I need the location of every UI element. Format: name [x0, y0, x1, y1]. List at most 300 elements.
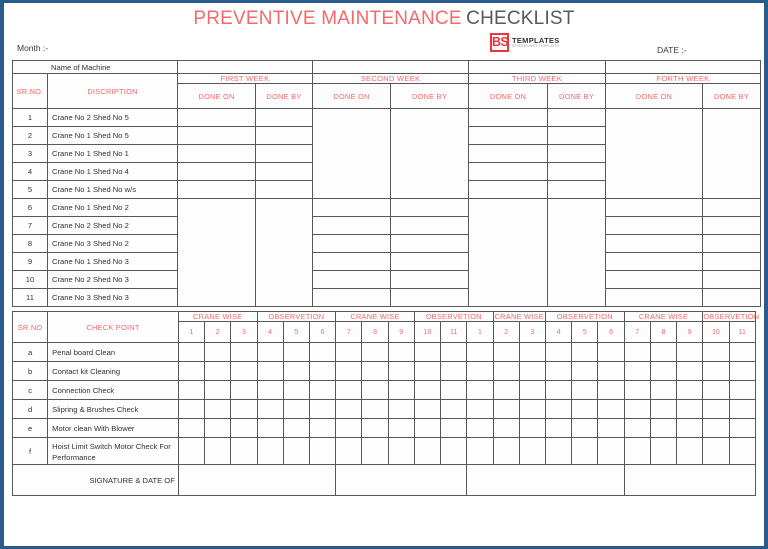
machine-cell-week2-done-on[interactable]	[313, 163, 391, 181]
machine-cell-week4-done-by[interactable]	[703, 199, 761, 217]
checkpoint-cell-7[interactable]	[336, 419, 362, 438]
checkpoint-cell-11[interactable]	[441, 343, 467, 362]
checkpoint-cell-21[interactable]	[703, 362, 729, 381]
checkpoint-cell-21[interactable]	[703, 419, 729, 438]
checkpoint-cell-19[interactable]	[650, 343, 676, 362]
checkpoint-cell-1[interactable]	[178, 419, 204, 438]
machine-row	[13, 289, 761, 307]
machine-cell-week2-done-by[interactable]	[391, 217, 469, 235]
checkpoint-cell-10[interactable]	[414, 438, 440, 465]
machine-cell-week3-done-by[interactable]	[548, 289, 606, 307]
checkpoint-cell-19[interactable]	[650, 362, 676, 381]
checkpoint-row-description: Slipring & Brushes Check	[48, 400, 179, 419]
checkpoint-number-header-17: 6	[598, 322, 624, 343]
checkpoint-cell-6[interactable]	[309, 343, 335, 362]
machine-cell-week2-done-by[interactable]	[391, 181, 469, 199]
signature-blank-2[interactable]	[336, 465, 467, 496]
checkpoint-cell-17[interactable]	[598, 343, 624, 362]
checkpoint-cell-22[interactable]	[729, 343, 755, 362]
machine-cell-week1-done-on[interactable]	[178, 127, 256, 145]
checkpoint-row-srno: d	[13, 400, 48, 419]
checkpoint-cell-11[interactable]	[441, 400, 467, 419]
checkpoint-cell-16[interactable]	[572, 362, 598, 381]
title-main-text: PREVENTIVE MAINTENANCE	[193, 8, 462, 29]
checkpoint-cell-9[interactable]	[388, 400, 414, 419]
checkpoint-cell-17[interactable]	[598, 419, 624, 438]
name-of-machine-blank-3[interactable]	[469, 61, 606, 74]
checkpoint-cell-22[interactable]	[729, 419, 755, 438]
machine-cell-week4-done-on[interactable]	[606, 235, 703, 253]
checkpoint-cell-2[interactable]	[205, 419, 231, 438]
week-header-2: SECOND WEEK	[313, 74, 469, 84]
machine-cell-week2-done-by[interactable]	[391, 199, 469, 217]
checkpoint-cell-1[interactable]	[178, 400, 204, 419]
machine-cell-week4-done-by[interactable]	[703, 127, 761, 145]
checkpoint-row	[13, 438, 756, 465]
checkpoint-cell-9[interactable]	[388, 419, 414, 438]
checkpoint-cell-10[interactable]	[414, 343, 440, 362]
checkpoint-cell-20[interactable]	[677, 419, 703, 438]
checkpoint-cell-9[interactable]	[388, 362, 414, 381]
checkpoint-number-header-19: 8	[650, 322, 676, 343]
done-by-header-w3: DONE BY	[548, 84, 606, 109]
checkpoint-row	[13, 362, 756, 381]
machine-cell-week3-done-by[interactable]	[548, 181, 606, 199]
machine-cell-week1-done-by[interactable]	[256, 127, 313, 145]
checkpoint-cell-2[interactable]	[205, 343, 231, 362]
machine-cell-week1-done-by[interactable]	[256, 271, 313, 289]
checkpoint-cell-17[interactable]	[598, 362, 624, 381]
checkpoint-cell-17[interactable]	[598, 381, 624, 400]
machine-cell-week2-done-on[interactable]	[313, 235, 391, 253]
checkpoint-cell-22[interactable]	[729, 400, 755, 419]
checkpoint-cell-12[interactable]	[467, 381, 493, 400]
checkpoint-cell-14[interactable]	[519, 419, 545, 438]
checkpoint-cell-5[interactable]	[283, 438, 309, 465]
checkpoint-cell-9[interactable]	[388, 343, 414, 362]
machine-cell-week1-done-on[interactable]	[178, 217, 256, 235]
machine-cell-week4-done-by[interactable]	[703, 217, 761, 235]
machine-cell-week3-done-on[interactable]	[469, 181, 548, 199]
machine-cell-week4-done-on[interactable]	[606, 217, 703, 235]
machine-cell-week4-done-on[interactable]	[606, 289, 703, 307]
machine-row	[13, 109, 761, 127]
checkpoint-cell-11[interactable]	[441, 381, 467, 400]
machine-cell-week3-done-on[interactable]	[469, 163, 548, 181]
name-of-machine-label: Name of Machine	[13, 61, 178, 74]
machine-cell-week4-done-by[interactable]	[703, 253, 761, 271]
checkpoint-table	[12, 311, 760, 496]
machine-cell-week2-done-on[interactable]	[313, 181, 391, 199]
checkpoint-cell-11[interactable]	[441, 438, 467, 465]
checkpoint-cell-15[interactable]	[545, 343, 571, 362]
week-header-3: THIRD WEEK	[469, 74, 606, 84]
checkpoint-cell-2[interactable]	[205, 400, 231, 419]
checkpoint-cell-2[interactable]	[205, 381, 231, 400]
checkpoint-cell-1[interactable]	[178, 438, 204, 465]
checkpoint-row	[13, 381, 756, 400]
checkpoint-cell-7[interactable]	[336, 343, 362, 362]
machine-row-description: Crane No 1 Shed No 4	[48, 163, 178, 181]
checkpoint-cell-6[interactable]	[309, 400, 335, 419]
checkpoint-cell-15[interactable]	[545, 438, 571, 465]
checkpoint-number-header-20: 9	[677, 322, 703, 343]
checkpoint-cell-19[interactable]	[650, 381, 676, 400]
checkpoint-cell-5[interactable]	[283, 400, 309, 419]
checkpoint-cell-12[interactable]	[467, 343, 493, 362]
machine-cell-week3-done-on[interactable]	[469, 109, 548, 127]
checkpoint-col-header-srno: SR.NO	[13, 312, 48, 343]
checkpoint-cell-20[interactable]	[677, 438, 703, 465]
checkpoint-cell-18[interactable]	[624, 343, 650, 362]
machine-cell-week1-done-by[interactable]	[256, 235, 313, 253]
checkpoint-cell-3[interactable]	[231, 400, 257, 419]
machine-cell-week3-done-on[interactable]	[469, 253, 548, 271]
checkpoint-number-header-8: 8	[362, 322, 388, 343]
checkpoint-number-header-4: 4	[257, 322, 283, 343]
checkpoint-cell-14[interactable]	[519, 438, 545, 465]
machine-row-srno: 2	[13, 127, 48, 145]
checkpoint-number-header-15: 4	[545, 322, 571, 343]
machine-cell-week1-done-by[interactable]	[256, 253, 313, 271]
checkpoint-cell-21[interactable]	[703, 438, 729, 465]
name-of-machine-blank-1[interactable]	[178, 61, 313, 74]
checkpoint-row-srno: c	[13, 381, 48, 400]
machine-cell-week2-done-by[interactable]	[391, 127, 469, 145]
checkpoint-cell-4[interactable]	[257, 400, 283, 419]
machine-cell-week3-done-by[interactable]	[548, 253, 606, 271]
checkpoint-cell-1[interactable]	[178, 362, 204, 381]
machine-row	[13, 181, 761, 199]
machine-cell-week2-done-on[interactable]	[313, 127, 391, 145]
checkpoint-cell-11[interactable]	[441, 362, 467, 381]
machine-cell-week4-done-by[interactable]	[703, 163, 761, 181]
checkpoint-cell-16[interactable]	[572, 343, 598, 362]
machine-cell-week4-done-on[interactable]	[606, 109, 703, 127]
title-sub-text: CHECKLIST	[466, 8, 575, 29]
checkpoint-cell-15[interactable]	[545, 419, 571, 438]
machine-cell-week1-done-on[interactable]	[178, 235, 256, 253]
group-header-7: OBSERVETION	[703, 312, 760, 321]
checkpoint-cell-4[interactable]	[257, 381, 283, 400]
checkpoint-cell-15[interactable]	[545, 381, 571, 400]
checkpoint-col-header-checkpoint: CHECK POINT	[48, 312, 179, 343]
checkpoint-cell-10[interactable]	[414, 381, 440, 400]
machine-cell-week3-done-on[interactable]	[469, 127, 548, 145]
checkpoint-cell-9[interactable]	[388, 381, 414, 400]
checkpoint-cell-13[interactable]	[493, 343, 519, 362]
machine-cell-week1-done-by[interactable]	[256, 181, 313, 199]
machine-cell-week3-done-by[interactable]	[548, 271, 606, 289]
signature-blank-1[interactable]	[178, 465, 335, 496]
checkpoint-cell-7[interactable]	[336, 438, 362, 465]
checkpoint-cell-2[interactable]	[205, 362, 231, 381]
machine-row-description: Crane No 3 Shed No 2	[48, 235, 178, 253]
checkpoint-cell-15[interactable]	[545, 362, 571, 381]
checkpoint-row-description: Contact kit Cleaning	[48, 362, 179, 381]
machine-cell-week4-done-on[interactable]	[606, 271, 703, 289]
machine-cell-week1-done-on[interactable]	[178, 253, 256, 271]
machine-cell-week4-done-by[interactable]	[703, 289, 761, 307]
checkpoint-cell-6[interactable]	[309, 438, 335, 465]
checkpoint-cell-8[interactable]	[362, 419, 388, 438]
checkpoint-cell-12[interactable]	[467, 438, 493, 465]
machine-cell-week2-done-by[interactable]	[391, 235, 469, 253]
done-on-header-w1: DONE ON	[178, 84, 256, 109]
checkpoint-cell-6[interactable]	[309, 381, 335, 400]
brand-logo	[490, 33, 560, 52]
machine-cell-week2-done-by[interactable]	[391, 163, 469, 181]
checkpoint-cell-13[interactable]	[493, 438, 519, 465]
machine-cell-week2-done-by[interactable]	[391, 271, 469, 289]
checkpoint-row-description: Motor clean With Blower	[48, 419, 179, 438]
machine-row-description: Crane No 1 Shed No 1	[48, 145, 178, 163]
checkpoint-cell-10[interactable]	[414, 362, 440, 381]
checkpoint-cell-22[interactable]	[729, 362, 755, 381]
checkpoint-cell-18[interactable]	[624, 400, 650, 419]
name-of-machine-blank-2[interactable]	[313, 61, 469, 74]
checkpoint-cell-19[interactable]	[650, 400, 676, 419]
machine-cell-week3-done-by[interactable]	[548, 127, 606, 145]
checkpoint-cell-8[interactable]	[362, 400, 388, 419]
checkpoint-number-header-16: 5	[572, 322, 598, 343]
checkpoint-cell-7[interactable]	[336, 362, 362, 381]
checkpoint-cell-1[interactable]	[178, 343, 204, 362]
machine-cell-week2-done-on[interactable]	[313, 199, 391, 217]
checkpoint-cell-3[interactable]	[231, 419, 257, 438]
machine-row	[13, 127, 761, 145]
checkpoint-cell-2[interactable]	[205, 438, 231, 465]
checkpoint-number-header-2: 2	[205, 322, 231, 343]
machine-cell-week2-done-on[interactable]	[313, 109, 391, 127]
checkpoint-cell-17[interactable]	[598, 438, 624, 465]
checkpoint-number-header-22: 11	[729, 322, 755, 343]
group-header-4: CRANE WISE	[494, 312, 544, 321]
checkpoint-cell-3[interactable]	[231, 438, 257, 465]
machine-row-description: Crane No 2 Shed No 5	[48, 109, 178, 127]
checkpoint-cell-14[interactable]	[519, 362, 545, 381]
checkpoint-cell-19[interactable]	[650, 438, 676, 465]
machine-cell-week4-done-on[interactable]	[606, 163, 703, 181]
checkpoint-cell-5[interactable]	[283, 362, 309, 381]
checkpoint-number-header-21: 10	[703, 322, 729, 343]
machine-cell-week4-done-by[interactable]	[703, 235, 761, 253]
machine-cell-week3-done-on[interactable]	[469, 235, 548, 253]
checkpoint-cell-4[interactable]	[257, 438, 283, 465]
checkpoint-cell-20[interactable]	[677, 400, 703, 419]
checkpoint-cell-18[interactable]	[624, 438, 650, 465]
machine-cell-week2-done-by[interactable]	[391, 145, 469, 163]
machine-cell-week4-done-on[interactable]	[606, 181, 703, 199]
checkpoint-cell-7[interactable]	[336, 400, 362, 419]
checkpoint-cell-4[interactable]	[257, 419, 283, 438]
checkpoint-cell-18[interactable]	[624, 381, 650, 400]
machine-cell-week1-done-by[interactable]	[256, 163, 313, 181]
machine-row-srno: 8	[13, 235, 48, 253]
checkpoint-number-header-6: 6	[309, 322, 335, 343]
machine-cell-week1-done-on[interactable]	[178, 199, 256, 217]
machine-cell-week3-done-on[interactable]	[469, 289, 548, 307]
checkpoint-cell-22[interactable]	[729, 438, 755, 465]
checkpoint-cell-18[interactable]	[624, 419, 650, 438]
checkpoint-cell-18[interactable]	[624, 362, 650, 381]
machine-cell-week4-done-on[interactable]	[606, 253, 703, 271]
signature-label: SIGNATURE & DATE OF	[13, 465, 179, 496]
machine-cell-week2-done-on[interactable]	[313, 145, 391, 163]
checkpoint-cell-21[interactable]	[703, 343, 729, 362]
machine-cell-week1-done-on[interactable]	[178, 271, 256, 289]
checkpoint-cell-8[interactable]	[362, 381, 388, 400]
machine-cell-week4-done-on[interactable]	[606, 145, 703, 163]
machine-cell-week4-done-by[interactable]	[703, 181, 761, 199]
checkpoint-cell-8[interactable]	[362, 362, 388, 381]
checkpoint-cell-13[interactable]	[493, 400, 519, 419]
machine-cell-week3-done-by[interactable]	[548, 163, 606, 181]
checkpoint-cell-21[interactable]	[703, 400, 729, 419]
checkpoint-cell-12[interactable]	[467, 419, 493, 438]
machine-cell-week1-done-by[interactable]	[256, 289, 313, 307]
checkpoint-cell-16[interactable]	[572, 381, 598, 400]
machine-cell-week2-done-on[interactable]	[313, 271, 391, 289]
checkpoint-number-header-1: 1	[178, 322, 204, 343]
checkpoint-cell-16[interactable]	[572, 419, 598, 438]
machine-cell-week4-done-by[interactable]	[703, 145, 761, 163]
machine-row	[13, 235, 761, 253]
checkpoint-cell-1[interactable]	[178, 381, 204, 400]
machine-row	[13, 271, 761, 289]
checkpoint-cell-3[interactable]	[231, 362, 257, 381]
machine-cell-week1-done-by[interactable]	[256, 199, 313, 217]
checkpoint-cell-8[interactable]	[362, 343, 388, 362]
checkpoint-cell-20[interactable]	[677, 381, 703, 400]
machine-cell-week3-done-by[interactable]	[548, 235, 606, 253]
machine-cell-week3-done-on[interactable]	[469, 217, 548, 235]
checkpoint-cell-22[interactable]	[729, 381, 755, 400]
machine-cell-week4-done-on[interactable]	[606, 127, 703, 145]
machine-cell-week3-done-on[interactable]	[469, 271, 548, 289]
checkpoint-cell-3[interactable]	[231, 343, 257, 362]
checkpoint-cell-12[interactable]	[467, 400, 493, 419]
machine-cell-week2-done-by[interactable]	[391, 109, 469, 127]
machine-cell-week3-done-by[interactable]	[548, 145, 606, 163]
machine-cell-week2-done-by[interactable]	[391, 289, 469, 307]
machine-row	[13, 145, 761, 163]
checkpoint-cell-4[interactable]	[257, 343, 283, 362]
machine-cell-week2-done-on[interactable]	[313, 289, 391, 307]
checkpoint-number-header-10: 10	[414, 322, 440, 343]
col-header-srno: SR.NO.	[13, 74, 48, 109]
machine-row-description: Crane No 2 Shed No 3	[48, 271, 178, 289]
checkpoint-cell-20[interactable]	[677, 343, 703, 362]
signature-blank-3[interactable]	[467, 465, 624, 496]
name-of-machine-blank-4[interactable]	[606, 61, 761, 74]
checkpoint-cell-7[interactable]	[336, 381, 362, 400]
checkpoint-cell-6[interactable]	[309, 419, 335, 438]
group-header-2: CRANE WISE	[336, 312, 415, 322]
checkpoint-cell-12[interactable]	[467, 362, 493, 381]
checkpoint-number-header-13: 2	[493, 322, 519, 343]
checkpoint-cell-14[interactable]	[519, 400, 545, 419]
machine-cell-week2-done-on[interactable]	[313, 253, 391, 271]
checkpoint-cell-14[interactable]	[519, 381, 545, 400]
group-header-3: OBSERVETION	[414, 312, 493, 322]
checkpoint-cell-5[interactable]	[283, 419, 309, 438]
machine-row-srno: 4	[13, 163, 48, 181]
machine-cell-week1-done-by[interactable]	[256, 145, 313, 163]
machine-row-srno: 9	[13, 253, 48, 271]
checkpoint-cell-20[interactable]	[677, 362, 703, 381]
checkpoint-number-header-14: 3	[519, 322, 545, 343]
checkpoint-cell-17[interactable]	[598, 400, 624, 419]
machine-cell-week4-done-on[interactable]	[606, 199, 703, 217]
checkpoint-cell-14[interactable]	[519, 343, 545, 362]
done-on-header-w4: DONE ON	[606, 84, 703, 109]
checkpoint-cell-15[interactable]	[545, 400, 571, 419]
machine-row-srno: 6	[13, 199, 48, 217]
logo-tagline-text: SPREADSHEET TEMPLATES	[512, 44, 560, 49]
checkpoint-cell-6[interactable]	[309, 362, 335, 381]
checkpoint-cell-5[interactable]	[283, 381, 309, 400]
machine-cell-week1-done-on[interactable]	[178, 163, 256, 181]
checkpoint-cell-21[interactable]	[703, 381, 729, 400]
machine-cell-week2-done-on[interactable]	[313, 217, 391, 235]
done-by-header-w2: DONE BY	[391, 84, 469, 109]
checkpoint-cell-13[interactable]	[493, 381, 519, 400]
machine-cell-week1-done-on[interactable]	[178, 145, 256, 163]
week-header-1: FIRST WEEK	[178, 74, 313, 84]
machine-cell-week1-done-on[interactable]	[178, 181, 256, 199]
machine-cell-week3-done-by[interactable]	[548, 199, 606, 217]
machine-cell-week1-done-by[interactable]	[256, 217, 313, 235]
machine-cell-week3-done-by[interactable]	[548, 109, 606, 127]
signature-blank-4[interactable]	[624, 465, 755, 496]
machine-cell-week3-done-by[interactable]	[548, 217, 606, 235]
checkpoint-cell-11[interactable]	[441, 419, 467, 438]
machine-cell-week4-done-by[interactable]	[703, 109, 761, 127]
machine-row	[13, 163, 761, 181]
checkpoint-cell-4[interactable]	[257, 362, 283, 381]
checkpoint-cell-13[interactable]	[493, 362, 519, 381]
checkpoint-cell-16[interactable]	[572, 400, 598, 419]
week-header-4: FORTH WEEK	[606, 74, 761, 84]
machine-cell-week2-done-by[interactable]	[391, 253, 469, 271]
group-header-6: CRANE WISE	[624, 312, 703, 322]
checkpoint-cell-10[interactable]	[414, 400, 440, 419]
checkpoint-cell-19[interactable]	[650, 419, 676, 438]
machine-row-srno: 3	[13, 145, 48, 163]
machine-cell-week1-done-on[interactable]	[178, 289, 256, 307]
machine-cell-week3-done-on[interactable]	[469, 145, 548, 163]
checkpoint-cell-9[interactable]	[388, 438, 414, 465]
checkpoint-row-description: Penal board Clean	[48, 343, 179, 362]
checkpoint-cell-8[interactable]	[362, 438, 388, 465]
logo-name-text: TEMPLATES	[512, 35, 560, 45]
machine-cell-week1-done-by[interactable]	[256, 109, 313, 127]
checkpoint-cell-10[interactable]	[414, 419, 440, 438]
checkpoint-cell-13[interactable]	[493, 419, 519, 438]
group-header-1: OBSERVETION	[257, 312, 336, 322]
checkpoint-number-header-5: 5	[283, 322, 309, 343]
machine-row-srno: 7	[13, 217, 48, 235]
checkpoint-cell-5[interactable]	[283, 343, 309, 362]
checkpoint-cell-16[interactable]	[572, 438, 598, 465]
machine-row-description: Crane No 2 Shed No 2	[48, 217, 178, 235]
checkpoint-cell-3[interactable]	[231, 381, 257, 400]
machine-cell-week1-done-on[interactable]	[178, 109, 256, 127]
machine-cell-week4-done-by[interactable]	[703, 271, 761, 289]
machine-cell-week3-done-on[interactable]	[469, 199, 548, 217]
machine-row	[13, 199, 761, 217]
